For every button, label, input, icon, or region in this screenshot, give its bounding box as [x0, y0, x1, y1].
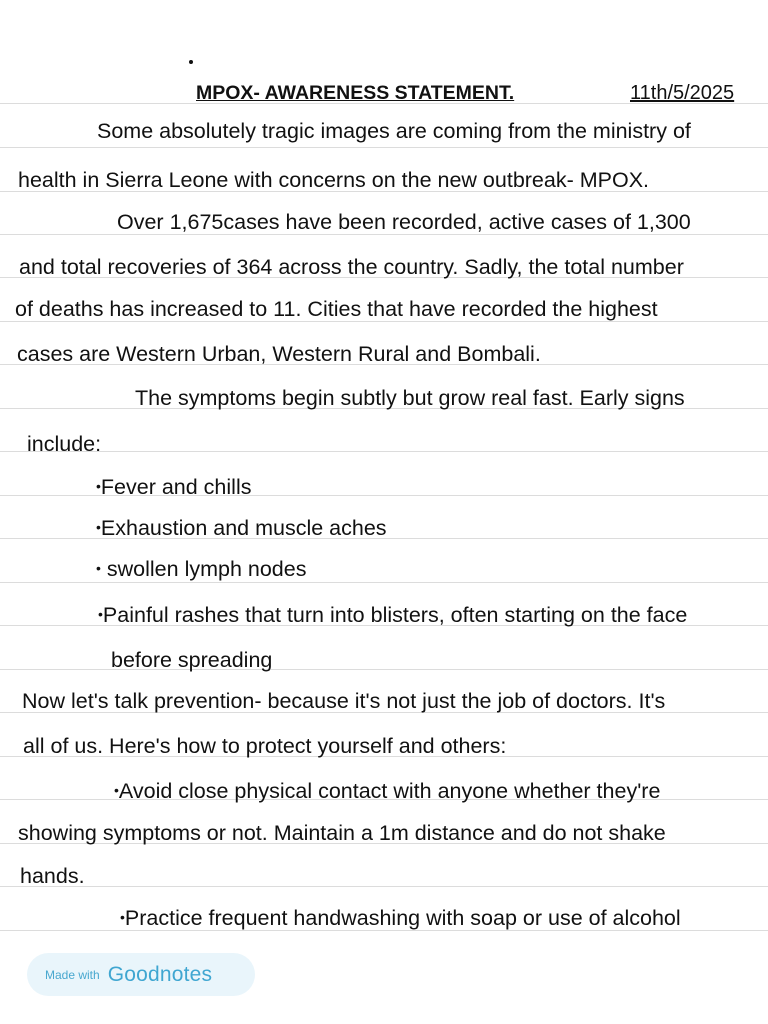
- bullet-icon: •: [96, 478, 101, 494]
- list-item-text: swollen lymph nodes: [106, 557, 307, 581]
- date-label: 11th/5/2025: [630, 82, 735, 104]
- bullet-icon: •: [96, 519, 101, 535]
- text-line: all of us. Here's how to protect yourself and others:: [23, 734, 507, 758]
- goodnotes-logo: Goodnotes: [107, 962, 213, 986]
- text-line: hands.: [20, 864, 85, 888]
- symptom-list-item: [96, 514, 387, 541]
- text-line: before spreading: [111, 648, 273, 672]
- bullet-icon: •: [120, 909, 125, 925]
- text-line: Some absolutely tragic images are coming from the ministry of: [97, 119, 691, 143]
- list-item-text: Painful rashes that turn into blisters, often starting on the face: [102, 603, 688, 627]
- text-line: cases are Western Urban, Western Rural and Bombali.: [17, 342, 541, 366]
- text-line: Over 1,675cases have been recorded, active cases of 1,300: [117, 210, 691, 234]
- text-line: showing symptoms or not. Maintain a 1m distance and do not shake: [18, 821, 666, 845]
- list-item-text: Avoid close physical contact with anyone whether they're: [118, 779, 661, 803]
- text-line: The symptoms begin subtly but grow real fast. Early signs: [135, 386, 685, 410]
- text-line: of deaths has increased to 11. Cities that have recorded the highest: [15, 297, 658, 321]
- symptom-list-item: [98, 601, 687, 628]
- text-line: Now let's talk prevention- because it's not just the job of doctors. It's: [22, 689, 666, 713]
- page-title: MPOX- AWARENESS STATEMENT.: [196, 82, 515, 104]
- made-with-goodnotes-badge[interactable]: [27, 953, 255, 996]
- list-item-text: Practice frequent handwashing with soap or use of alcohol: [124, 906, 681, 930]
- prevention-list-item: [120, 904, 681, 931]
- prevention-list-item: [114, 777, 660, 804]
- bullet-icon: •: [114, 782, 119, 798]
- list-item-text: Fever and chills: [100, 475, 252, 499]
- ruled-line: [0, 451, 768, 452]
- bullet-icon: •: [98, 606, 103, 622]
- stray-ink-dot: [189, 60, 193, 64]
- ruled-line: [0, 886, 768, 887]
- symptom-list-item: [96, 555, 306, 582]
- text-line: and total recoveries of 364 across the country. Sadly, the total number: [19, 255, 684, 279]
- bullet-icon: •: [96, 560, 101, 576]
- symptom-list-item: [96, 473, 251, 500]
- list-item-text: Exhaustion and muscle aches: [100, 516, 387, 540]
- ruled-line: [0, 582, 768, 583]
- made-with-label: Made with: [45, 967, 100, 982]
- ruled-line: [0, 147, 768, 148]
- text-line: health in Sierra Leone with concerns on the new outbreak- MPOX.: [18, 168, 650, 192]
- text-line: include:: [27, 432, 102, 456]
